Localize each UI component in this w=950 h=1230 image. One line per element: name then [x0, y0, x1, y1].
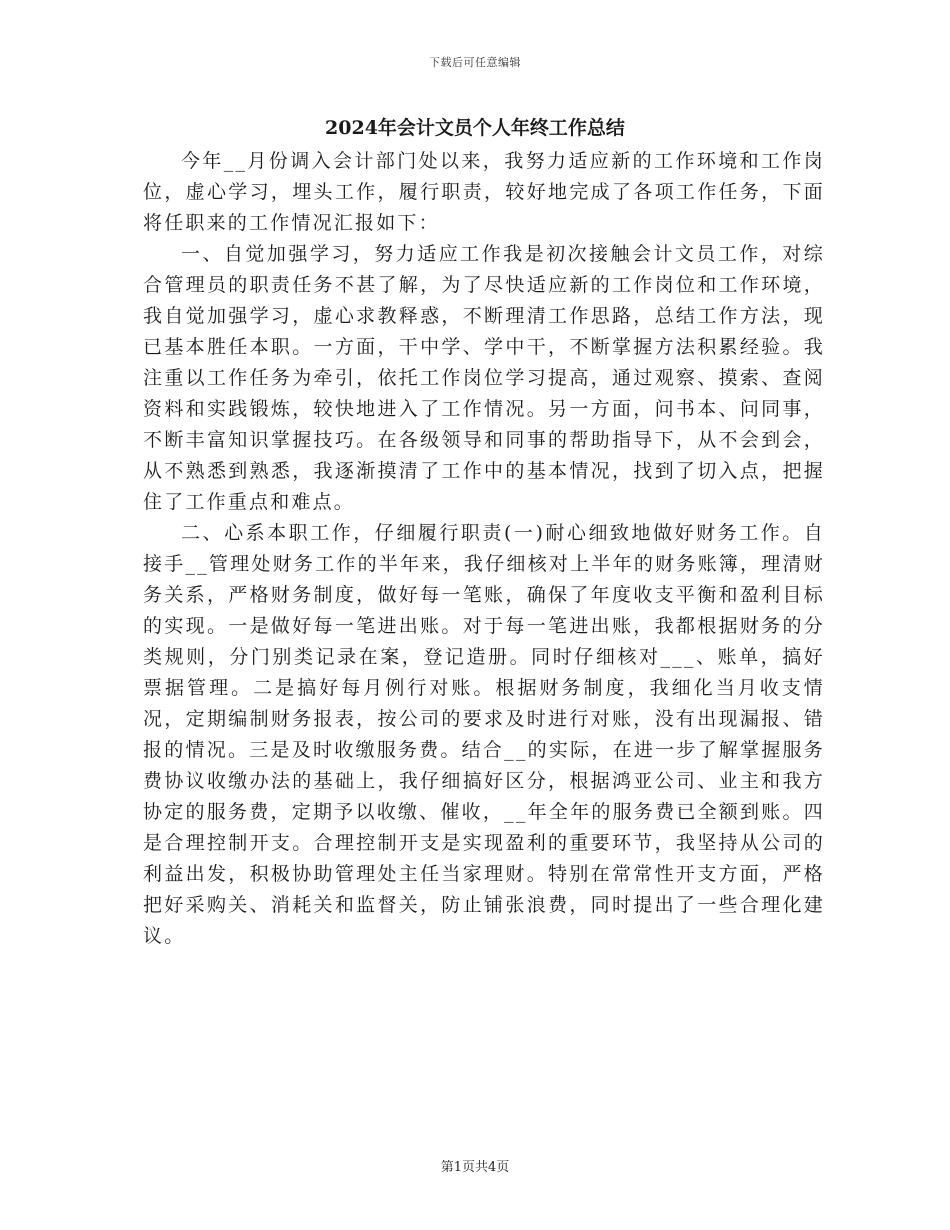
document-title: 2024年会计文员个人年终工作总结 [325, 117, 625, 139]
page-header-note: 下载后可任意编辑 [429, 56, 521, 69]
paragraph-section-one: 一、自觉加强学习，努力适应工作我是初次接触会计文员工作，对综合管理员的职责任务不甚了解，为了尽快适应新的工作岗位和工作环境，我自觉加强学习，虚心求教释惑，不断理清工作思路，总结工作方法，现已基本胜任本职。一方面，干中学、学中干，不断掌握方法积累经验。我注重以工作任务为牵引，依托工作岗位学习提高，通过观察、摸索、查阅资料和实践锻炼，较快地进入了工作情况。另一方面，问书本、问同事，不断丰富知识掌握技巧。在各级领导和同事的帮助指导下，从不会到会，从不熟悉到熟悉，我逐渐摸清了工作中的基本情况，找到了切入点，把握住了工作重点和难点。 [143, 243, 825, 513]
paragraph-intro: 今年__月份调入会计部门处以来，我努力适应新的工作环境和工作岗位，虚心学习，埋头工作，履行职责，较好地完成了各项工作任务，下面将任职来的工作情况汇报如下： [143, 150, 825, 234]
document-body [143, 146, 825, 952]
paragraph-section-two: 二、心系本职工作，仔细履行职责(一)耐心细致地做好财务工作。自接手__管理处财务工作的半年来，我仔细核对上半年的财务账簿，理清财务关系，严格财务制度，做好每一笔账，确保了年度收支平衡和盈利目标的实现。一是做好每一笔进出账。对于每一笔进出账，我都根据财务的分类规则，分门别类记录在案，登记造册。同时仔细核对___、账单，搞好票据管理。二是搞好每月例行对账。根据财务制度，我细化当月收支情况，定期编制财务报表，按公司的要求及时进行对账，没有出现漏报、错报的情况。三是及时收缴服务费。结合__的实际，在进一步了解掌握服务费协议收缴办法的基础上，我仔细搞好区分，根据鸿亚公司、业主和我方协定的服务费，定期予以收缴、催收，__年全年的服务费已全额到账。四是合理控制开支。合理控制开支是实现盈利的重要环节，我坚持从公司的利益出发，积极协助管理处主任当家理财。特别在常常性开支方面，严格把好采购关、消耗关和监督关，防止铺张浪费，同时提出了一些合理化建议。 [143, 522, 825, 947]
page-number-footer: 第1页共4页 [440, 1160, 510, 1175]
